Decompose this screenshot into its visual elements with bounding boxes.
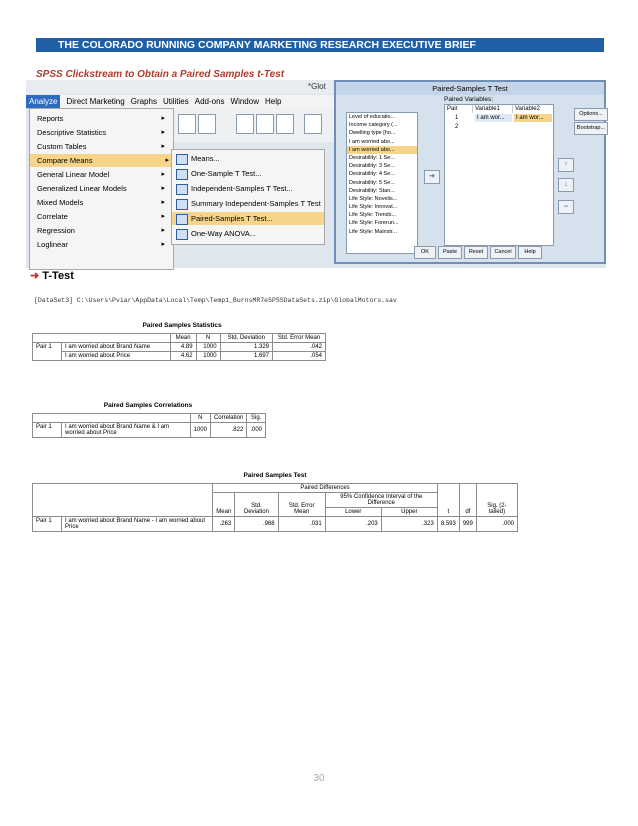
test-header: df	[459, 484, 476, 517]
corr-value: .822	[210, 423, 246, 438]
stats-header: Std. Deviation	[220, 334, 272, 343]
compare-means-submenu	[171, 149, 325, 245]
stats-value: 1000	[196, 343, 220, 352]
variable-item[interactable]: I am worried abo...	[347, 146, 417, 154]
submenu-paired-samples-t-test[interactable]: Paired-Samples T Test...	[172, 212, 324, 225]
corr-header: Correlation	[210, 414, 246, 423]
variable-item[interactable]: Desirability: 5 Se...	[349, 179, 395, 186]
menu-window[interactable]: Window	[230, 97, 259, 106]
spss-title-strip	[26, 80, 336, 94]
paired-samples-statistics-table	[32, 333, 326, 361]
corr-header: Sig.	[247, 414, 266, 423]
stats-value: 1000	[196, 352, 220, 361]
variable-list[interactable]	[346, 112, 418, 254]
test-corner	[33, 484, 213, 517]
toolbar-chart-icon[interactable]	[178, 114, 196, 134]
toolbar-sort-icon[interactable]	[304, 114, 322, 134]
corr-corner	[33, 414, 191, 423]
test-value: 8.593	[437, 517, 459, 532]
test-header: Upper	[381, 508, 437, 517]
col-variable1: Variable1	[473, 105, 513, 113]
paired-samples-test-table	[32, 483, 518, 532]
menu-item-generalized-linear-models[interactable]: Generalized Linear Models ▸	[37, 184, 165, 193]
t-test-icon	[176, 199, 188, 210]
menu-utilities[interactable]: Utilities	[162, 97, 189, 106]
paired-samples-correlations-table	[32, 413, 266, 438]
dialog-title: Paired-Samples T Test	[336, 82, 604, 95]
move-down-arrow-icon[interactable]: ↓	[558, 178, 574, 192]
variable-item[interactable]: Desirability: 4 Se...	[349, 171, 395, 178]
variable-label: I am worried about Brand Name	[62, 343, 171, 352]
means-icon	[176, 154, 188, 165]
test-header: Mean	[213, 493, 235, 517]
variable-item[interactable]: I am worried abo...	[349, 138, 395, 145]
t-test-icon	[176, 184, 188, 195]
menu-graphs[interactable]: Graphs	[130, 97, 157, 106]
anova-icon	[176, 229, 188, 240]
corr-value: 1000	[190, 423, 210, 438]
menu-direct-marketing[interactable]: Direct Marketing	[66, 97, 125, 106]
dataset-path: [DataSet3] C:\Users\Pviar\AppData\Local\Temp\Temp1_BurnsMR7eSPSSDataSets.zip\GlobalMotors.sav	[34, 297, 397, 304]
col-variable2: Variable2	[515, 106, 540, 112]
variable-label: I am worried about Brand Name - I am worried about Price	[62, 517, 213, 532]
stats-value: 4.89	[170, 343, 196, 352]
pair-variable2-cell[interactable]: I am wor...	[514, 114, 552, 122]
red-arrow-icon: ➜	[30, 270, 40, 282]
bootstrap-button[interactable]: Bootstrap...	[574, 122, 608, 135]
menu-item-mixed-models[interactable]: Mixed Models ▸	[37, 198, 165, 207]
paired-variables-table[interactable]	[444, 104, 554, 246]
corr-value: .000	[247, 423, 266, 438]
variable-item[interactable]: Life Style: Forerun...	[349, 220, 399, 227]
variable-item[interactable]: Life Style: Innovat...	[349, 204, 398, 211]
test-value: .203	[325, 517, 381, 532]
pair-number: 2	[455, 124, 459, 130]
variable-item[interactable]: Life Style: Mainstr...	[349, 228, 397, 235]
pair-label: Pair 1	[33, 423, 62, 438]
paste-button[interactable]: Paste	[438, 246, 462, 259]
paired-samples-dialog	[334, 80, 606, 264]
menu-item-general-linear-model[interactable]: General Linear Model ▸	[37, 170, 165, 179]
variable-label: I am worried about Price	[62, 352, 171, 361]
menu-item-loglinear[interactable]: Loglinear ▸	[37, 240, 165, 249]
test-value: .968	[235, 517, 278, 532]
menu-item-custom-tables[interactable]: Custom Tables ▸	[37, 142, 165, 151]
test-header: Lower	[325, 508, 381, 517]
test-value: 999	[459, 517, 476, 532]
spss-menubar	[26, 95, 336, 109]
menu-help[interactable]: Help	[264, 97, 282, 106]
test-header: Std. Error Mean	[278, 493, 325, 517]
submenu-one-sample-t-test[interactable]: One-Sample T Test...	[176, 167, 322, 180]
ttest-heading: ➜ T-Test	[30, 270, 74, 282]
menu-item-compare-means[interactable]: Compare Means ▸	[30, 154, 173, 167]
stats-value: 4.62	[170, 352, 196, 361]
test-header: Std. Deviation	[235, 493, 278, 517]
variable-item[interactable]: Desirability: 3 Se...	[349, 163, 395, 170]
corr-header: N	[190, 414, 210, 423]
section-subtitle: SPSS Clickstream to Obtain a Paired Samples t-Test	[36, 69, 285, 80]
page-number: 30	[313, 773, 325, 784]
variable-item[interactable]: Income category (...	[349, 122, 398, 129]
submenu-summary-independent-t-test[interactable]: Summary Independent-Samples T Test	[176, 197, 322, 210]
test-table-title: Paired Samples Test	[243, 472, 307, 479]
variable-label: I am worried about Brand Name & I am worried about Price	[62, 423, 191, 438]
menu-analyze[interactable]: Analyze	[26, 95, 60, 108]
stats-table-title: Paired Samples Statistics	[142, 322, 222, 329]
variable-item[interactable]: Life Style: Trends...	[349, 212, 397, 219]
col-pair: Pair	[445, 105, 473, 113]
variable-item[interactable]: Life Style: Novelis...	[349, 195, 398, 202]
stats-header: N	[196, 334, 220, 343]
submenu-independent-samples-t-test[interactable]: Independent-Samples T Test...	[176, 182, 322, 195]
move-up-arrow-icon[interactable]: ↑	[558, 158, 574, 172]
help-button[interactable]: Help	[518, 246, 542, 259]
reset-button[interactable]: Reset	[464, 246, 488, 259]
variable-item[interactable]: Level of educatio...	[349, 114, 396, 120]
options-button[interactable]: Options...	[574, 108, 608, 121]
corr-table-title: Paired Samples Correlations	[103, 402, 193, 409]
stats-header: Std. Error Mean	[273, 334, 326, 343]
pair-variable1-cell[interactable]: I am wor...	[475, 114, 512, 122]
test-value: .031	[278, 517, 325, 532]
move-right-arrow-icon[interactable]: ➔	[424, 170, 440, 184]
variable-item[interactable]: Desirability: Stan...	[349, 187, 395, 194]
stats-value: 1.697	[220, 352, 272, 361]
brief-banner: THE COLORADO RUNNING COMPANY MARKETING RESEARCH EXECUTIVE BRIEF	[36, 38, 604, 52]
test-header: t	[437, 484, 459, 517]
spss-screenshot	[26, 80, 606, 268]
pair-number: 1	[455, 115, 459, 121]
confidence-interval-header: 95% Confidence Interval of the Difference	[325, 493, 437, 508]
stats-header: Mean	[170, 334, 196, 343]
window-title-fragment: *Glot	[308, 82, 326, 91]
t-test-icon	[176, 169, 188, 180]
menu-item-descriptive-statistics[interactable]: Descriptive Statistics ▸	[37, 128, 165, 137]
submenu-means[interactable]: Means...	[176, 152, 322, 165]
ok-button[interactable]: OK	[414, 246, 436, 259]
stats-value: .042	[273, 343, 326, 352]
test-value: .000	[476, 517, 517, 532]
test-header: Sig. (2-tailed)	[476, 484, 517, 517]
toolbar-cases-icon[interactable]	[198, 114, 216, 134]
t-test-icon	[176, 214, 188, 225]
stats-value: 1.329	[220, 343, 272, 352]
toolbar-grid-icon[interactable]	[236, 114, 254, 134]
analyze-menu	[29, 108, 174, 270]
pair-label: Pair 1	[33, 517, 62, 532]
submenu-one-way-anova[interactable]: One-Way ANOVA...	[176, 227, 322, 240]
menu-item-regression[interactable]: Regression ▸	[37, 226, 165, 235]
stats-value: .054	[273, 352, 326, 361]
paired-variables-label: Paired Variables:	[444, 96, 494, 103]
menu-item-correlate[interactable]: Correlate ▸	[37, 212, 165, 221]
pair-label: Pair 1	[33, 343, 62, 361]
cancel-button[interactable]: Cancel	[490, 246, 516, 259]
swap-arrow-icon[interactable]: ⇔	[558, 200, 574, 214]
toolbar-table-icon[interactable]	[276, 114, 294, 134]
variable-item[interactable]: Dwelling type [ho...	[349, 130, 396, 137]
test-value: .263	[213, 517, 235, 532]
variable-item[interactable]: Desirability: 1 Se...	[349, 154, 395, 161]
test-value: .323	[381, 517, 437, 532]
paired-differences-header: Paired Differences	[213, 484, 438, 493]
toolbar-scale-icon[interactable]	[256, 114, 274, 134]
menu-add-ons[interactable]: Add-ons	[194, 97, 225, 106]
stats-corner	[33, 334, 171, 343]
spss-toolbar	[174, 108, 336, 142]
menu-item-reports[interactable]: Reports ▸	[37, 114, 165, 123]
